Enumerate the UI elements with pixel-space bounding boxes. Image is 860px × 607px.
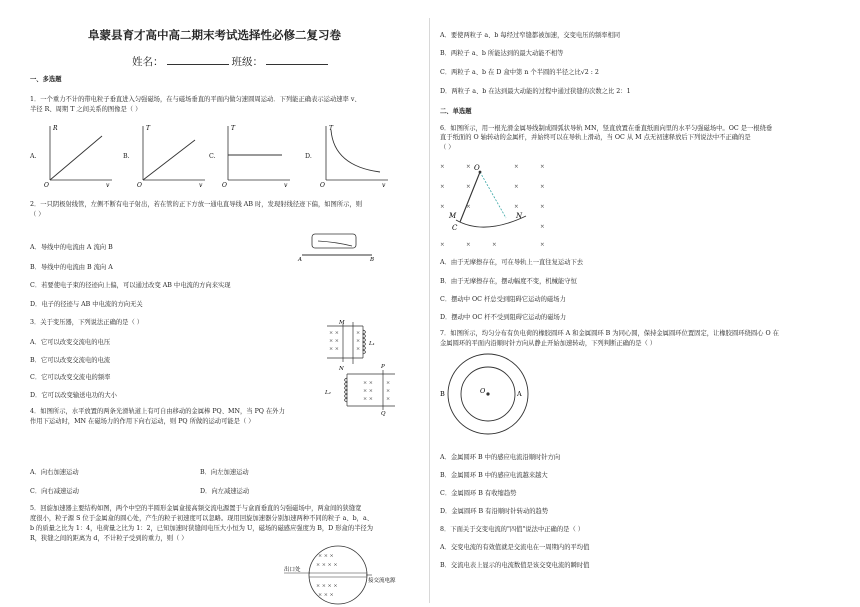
svg-text:×: × [540, 242, 545, 248]
left-column [0, 0, 428, 607]
q2-option-a[interactable]: A．导线中的电流由 A 流向 B [30, 244, 113, 251]
q1-option-b[interactable]: B. [123, 153, 130, 160]
svg-text:× × × ×: × × × × [316, 562, 338, 568]
q4-option-a[interactable]: A．向右加速运动 [30, 469, 79, 476]
q5-stem-line4: R，狭缝之间的距离为 d，不计粒子受到的重力，则（ ） [30, 535, 188, 542]
q4-label-m: M [339, 320, 345, 326]
svg-text:×: × [492, 242, 497, 248]
svg-text:×: × [540, 184, 545, 190]
student-info-line [132, 55, 331, 66]
q1-a-axis-v: v [106, 182, 110, 189]
svg-text:× ×: × × [329, 330, 339, 336]
q4-label-l2: L₂ [325, 390, 331, 396]
name-label: 姓名： [132, 56, 164, 68]
q5-option-b[interactable]: B．两粒子 a、b 所能达到的最大动能不相等 [440, 50, 564, 57]
q2-option-d[interactable]: D．电子的径迹与 AB 中电流的方向无关 [30, 301, 143, 308]
q7-option-b[interactable]: B．金属圆环 B 中的感应电流越来越大 [440, 472, 548, 479]
q2-stem-line2: （ ） [30, 211, 45, 218]
q7-label-b: B [440, 390, 445, 398]
svg-text:× ×: × × [329, 346, 339, 352]
q6-label-c: C [452, 224, 458, 232]
q5-option-c-radical: √2 [580, 69, 589, 76]
q5-option-d[interactable]: D．两粒子 a、b 在达到最大动能的过程中通过狭缝的次数之比 2：1 [440, 88, 631, 95]
q2-option-c[interactable]: C．若要使电子束的径迹向上偏，可以通过改变 AB 中电流的方向来实现 [30, 282, 231, 289]
q8-option-a[interactable]: A．交变电流的有效值就是交流电在一周期内的平均值 [440, 544, 590, 551]
q1-option-a[interactable]: A. [30, 153, 37, 160]
q1-d-axis-t: T [329, 125, 334, 132]
q1-option-d[interactable]: D. [305, 153, 312, 160]
q1-graph-d [318, 122, 390, 188]
q6-label-m: M [449, 212, 457, 220]
svg-text:×: × [356, 338, 361, 344]
q1-b-axis-v: v [199, 182, 203, 189]
q4-option-b[interactable]: B．向左加速运动 [200, 469, 249, 476]
q6-stem-line2: 直于纸面的 O 轴转动的金属杆，并始终可以在导轨上滑动，当 OC 从 M 点无初速释放后下列说法中不正确的是 [440, 134, 751, 141]
section-single-heading: 二、单选题 [440, 108, 472, 115]
q1-c-axis-v: v [284, 182, 288, 189]
q1-b-origin: O [137, 182, 142, 189]
q7-option-d[interactable]: D．金属圆环 B 有沿顺时针转动的趋势 [440, 508, 549, 515]
svg-text:×: × [466, 184, 471, 190]
q6-arc-rail-figure [436, 158, 556, 250]
svg-text:×: × [356, 346, 361, 352]
q4-label-p: P [381, 364, 385, 370]
q5-stem-line1: 5．回旋加速器主要结构如图，两个中空的半圆形金属盒接高频交流电源置于与盒面垂直的匀强磁场中，两盒间的狭缝宽 [30, 505, 362, 512]
class-label: 班级： [231, 56, 263, 68]
svg-text:×: × [386, 388, 391, 394]
q2-label-b: B [370, 257, 375, 263]
q4-option-c[interactable]: C．向右减速运动 [30, 488, 79, 495]
svg-text:× ×: × × [329, 338, 339, 344]
svg-text:×: × [466, 242, 471, 248]
q7-option-a[interactable]: A．金属圆环 B 中的感应电流沿顺时针方向 [440, 454, 561, 461]
q1-c-origin: O [222, 182, 227, 189]
q2-stem-line1: 2．一只阴极射线管，左侧不断有电子射出，若在管的正下方放一通电直导线 AB 时，发现射线径迹下偏，如图所示，则 [30, 201, 363, 208]
q1-c-axis-t: T [231, 125, 236, 132]
q6-stem-line1: 6．如图所示，用一根光滑金属导线制成圆弧状导轨 MN，竖直放置在垂直纸面向里的水平匀强磁场中。OC 是一根绕垂 [440, 125, 773, 132]
q1-graph-a [42, 122, 114, 188]
q6-stem-line3: （ ） [440, 144, 455, 151]
q6-option-b[interactable]: B．由于无摩擦存在，摆动幅度不变，机械能守恒 [440, 278, 577, 285]
q1-stem-line1: 1．一个重力不计的带电粒子垂直进入匀强磁场，在与磁场垂直的平面内做匀速圆周运动．下列能正确表示运动速率 v、 [30, 96, 361, 103]
q7-stem-line1: 7．如图所示，均匀分布有负电荷的橡胶圆环 A 和金属圆环 B 为同心圆，保持金属圆环位置固定，让橡胶圆环绕圆心 O 在 [440, 330, 779, 337]
svg-text:× ×: × × [363, 396, 373, 402]
q8-option-b[interactable]: B．交流电表上显示的电流数值是该交变电流的瞬时值 [440, 562, 590, 569]
svg-text:×: × [514, 204, 519, 210]
q4-option-d[interactable]: D．向左减速运动 [200, 488, 250, 495]
q4-stem-line1: 4．如图所示，水平放置的两条光滑轨道上有可自由移动的金属棒 PQ、MN，当 PQ 在外力 [30, 408, 285, 415]
q4-stem-line2: 作用下运动时，MN 在磁场力的作用下向右运动，则 PQ 所做的运动可能是（ ） [30, 418, 255, 425]
svg-text:× × × ×: × × × × [316, 583, 338, 589]
q3-option-b[interactable]: B．它可以改变交流电的电流 [30, 357, 111, 364]
section-multi-heading: 一、多选题 [30, 76, 62, 83]
q7-option-c[interactable]: C．金属圆环 B 有收缩趋势 [440, 490, 517, 497]
svg-text:×: × [440, 184, 445, 190]
q5-stem-line2: 度很小，粒子源 S 位于金属盒的圆心处，产生的粒子初速度可以忽略。现用回旋加速器分别加速两种不同的粒子 a、b，a、 [30, 515, 373, 522]
svg-text:×: × [440, 204, 445, 210]
svg-text:×: × [514, 164, 519, 170]
q8-stem: 8．下面关于交变电流的"四值"说法中正确的是（ ） [440, 526, 585, 533]
q5-option-c-ratio: : 2 [588, 69, 599, 76]
right-column [430, 0, 860, 607]
q3-option-a[interactable]: A．它可以改变交流电的电压 [30, 339, 111, 346]
q1-a-origin: O [44, 182, 49, 189]
svg-text:× × ×: × × × [318, 592, 334, 598]
svg-text:×: × [440, 242, 445, 248]
q1-option-c[interactable]: C. [209, 153, 216, 160]
q3-option-d[interactable]: D．它可以改变输送电功的大小 [30, 392, 117, 399]
q3-stem: 3．关于变压器，下列说法正确的是（ ） [30, 319, 144, 326]
svg-text:×: × [356, 330, 361, 336]
class-blank[interactable] [266, 55, 328, 65]
svg-text:× × ×: × × × [318, 553, 334, 559]
q1-a-axis-r: R [53, 125, 58, 132]
q2-label-a: A [298, 257, 302, 263]
q2-option-b[interactable]: B．导线中的电流由 B 流向 A [30, 264, 113, 271]
svg-text:×: × [386, 380, 391, 386]
q1-graph-c [220, 122, 292, 188]
name-blank[interactable] [167, 55, 229, 65]
q7-stem-line2: 金属圆环的平面内沿顺时针方向从静止开始加速转动，下列判断正确的是（ ） [440, 340, 657, 347]
q1-graph-b [135, 122, 207, 188]
q6-option-d[interactable]: D．摆动中 OC 杆不受到阻碍它运动的磁场力 [440, 314, 567, 321]
q4-label-n: N [339, 366, 344, 372]
exam-title: 阜蒙县育才高中高二期末考试选择性必修二复习卷 [88, 28, 341, 42]
svg-text:×: × [514, 184, 519, 190]
svg-text:×: × [386, 396, 391, 402]
q1-d-origin: O [320, 182, 325, 189]
q3-option-c[interactable]: C．它可以改变交流电的频率 [30, 374, 111, 381]
svg-text:×: × [466, 164, 471, 170]
svg-text:× ×: × × [363, 388, 373, 394]
q5-option-a[interactable]: A．要使两粒子 a、b 每经过窄缝都被加速，交变电压的频率相同 [440, 32, 621, 39]
svg-text:×: × [466, 204, 471, 210]
svg-text:×: × [540, 224, 545, 230]
q4-rails-figure [323, 318, 403, 416]
q5-cyclotron-figure [280, 542, 420, 606]
q5-label-source: 接交流电源 [368, 578, 396, 584]
svg-text:×: × [540, 204, 545, 210]
q6-label-n: N [516, 212, 523, 220]
q5-label-exit: 出口处 [284, 567, 301, 573]
q1-d-axis-v: v [382, 182, 386, 189]
svg-text:× ×: × × [363, 380, 373, 386]
q2-cathode-ray-tube-figure [298, 230, 378, 262]
q5-option-c[interactable] [440, 69, 599, 77]
q6-option-c[interactable]: C．摆动中 OC 杆总受到阻碍它运动的磁场力 [440, 296, 566, 303]
q6-label-o: O [474, 164, 480, 172]
q7-label-a: A [517, 390, 522, 398]
svg-text:×: × [540, 164, 545, 170]
q7-rings-figure [438, 350, 548, 442]
q1-b-axis-t: T [146, 125, 151, 132]
q5-option-c-text: C．两粒子 a、b 在 D 盒中第 n 个半圆的半径之比 [440, 69, 581, 76]
svg-text:×: × [440, 164, 445, 170]
q6-option-a[interactable]: A．由于无摩擦存在，可在导轨上一直往复运动下去 [440, 259, 584, 266]
q4-label-q: Q [381, 411, 386, 417]
q5-stem-line3: b 的质量之比为 1：4，电荷量之比为 1：2，已知加速时狭缝间电压大小恒为 U，磁场的磁感应强度为 B，D 形盒的半径为 [30, 525, 374, 532]
q4-label-l1: L₁ [369, 341, 375, 347]
q7-label-o: O [480, 387, 486, 395]
q1-stem-line2: 半径 R、周期 T 之间关系的图像是（ ） [30, 106, 142, 113]
